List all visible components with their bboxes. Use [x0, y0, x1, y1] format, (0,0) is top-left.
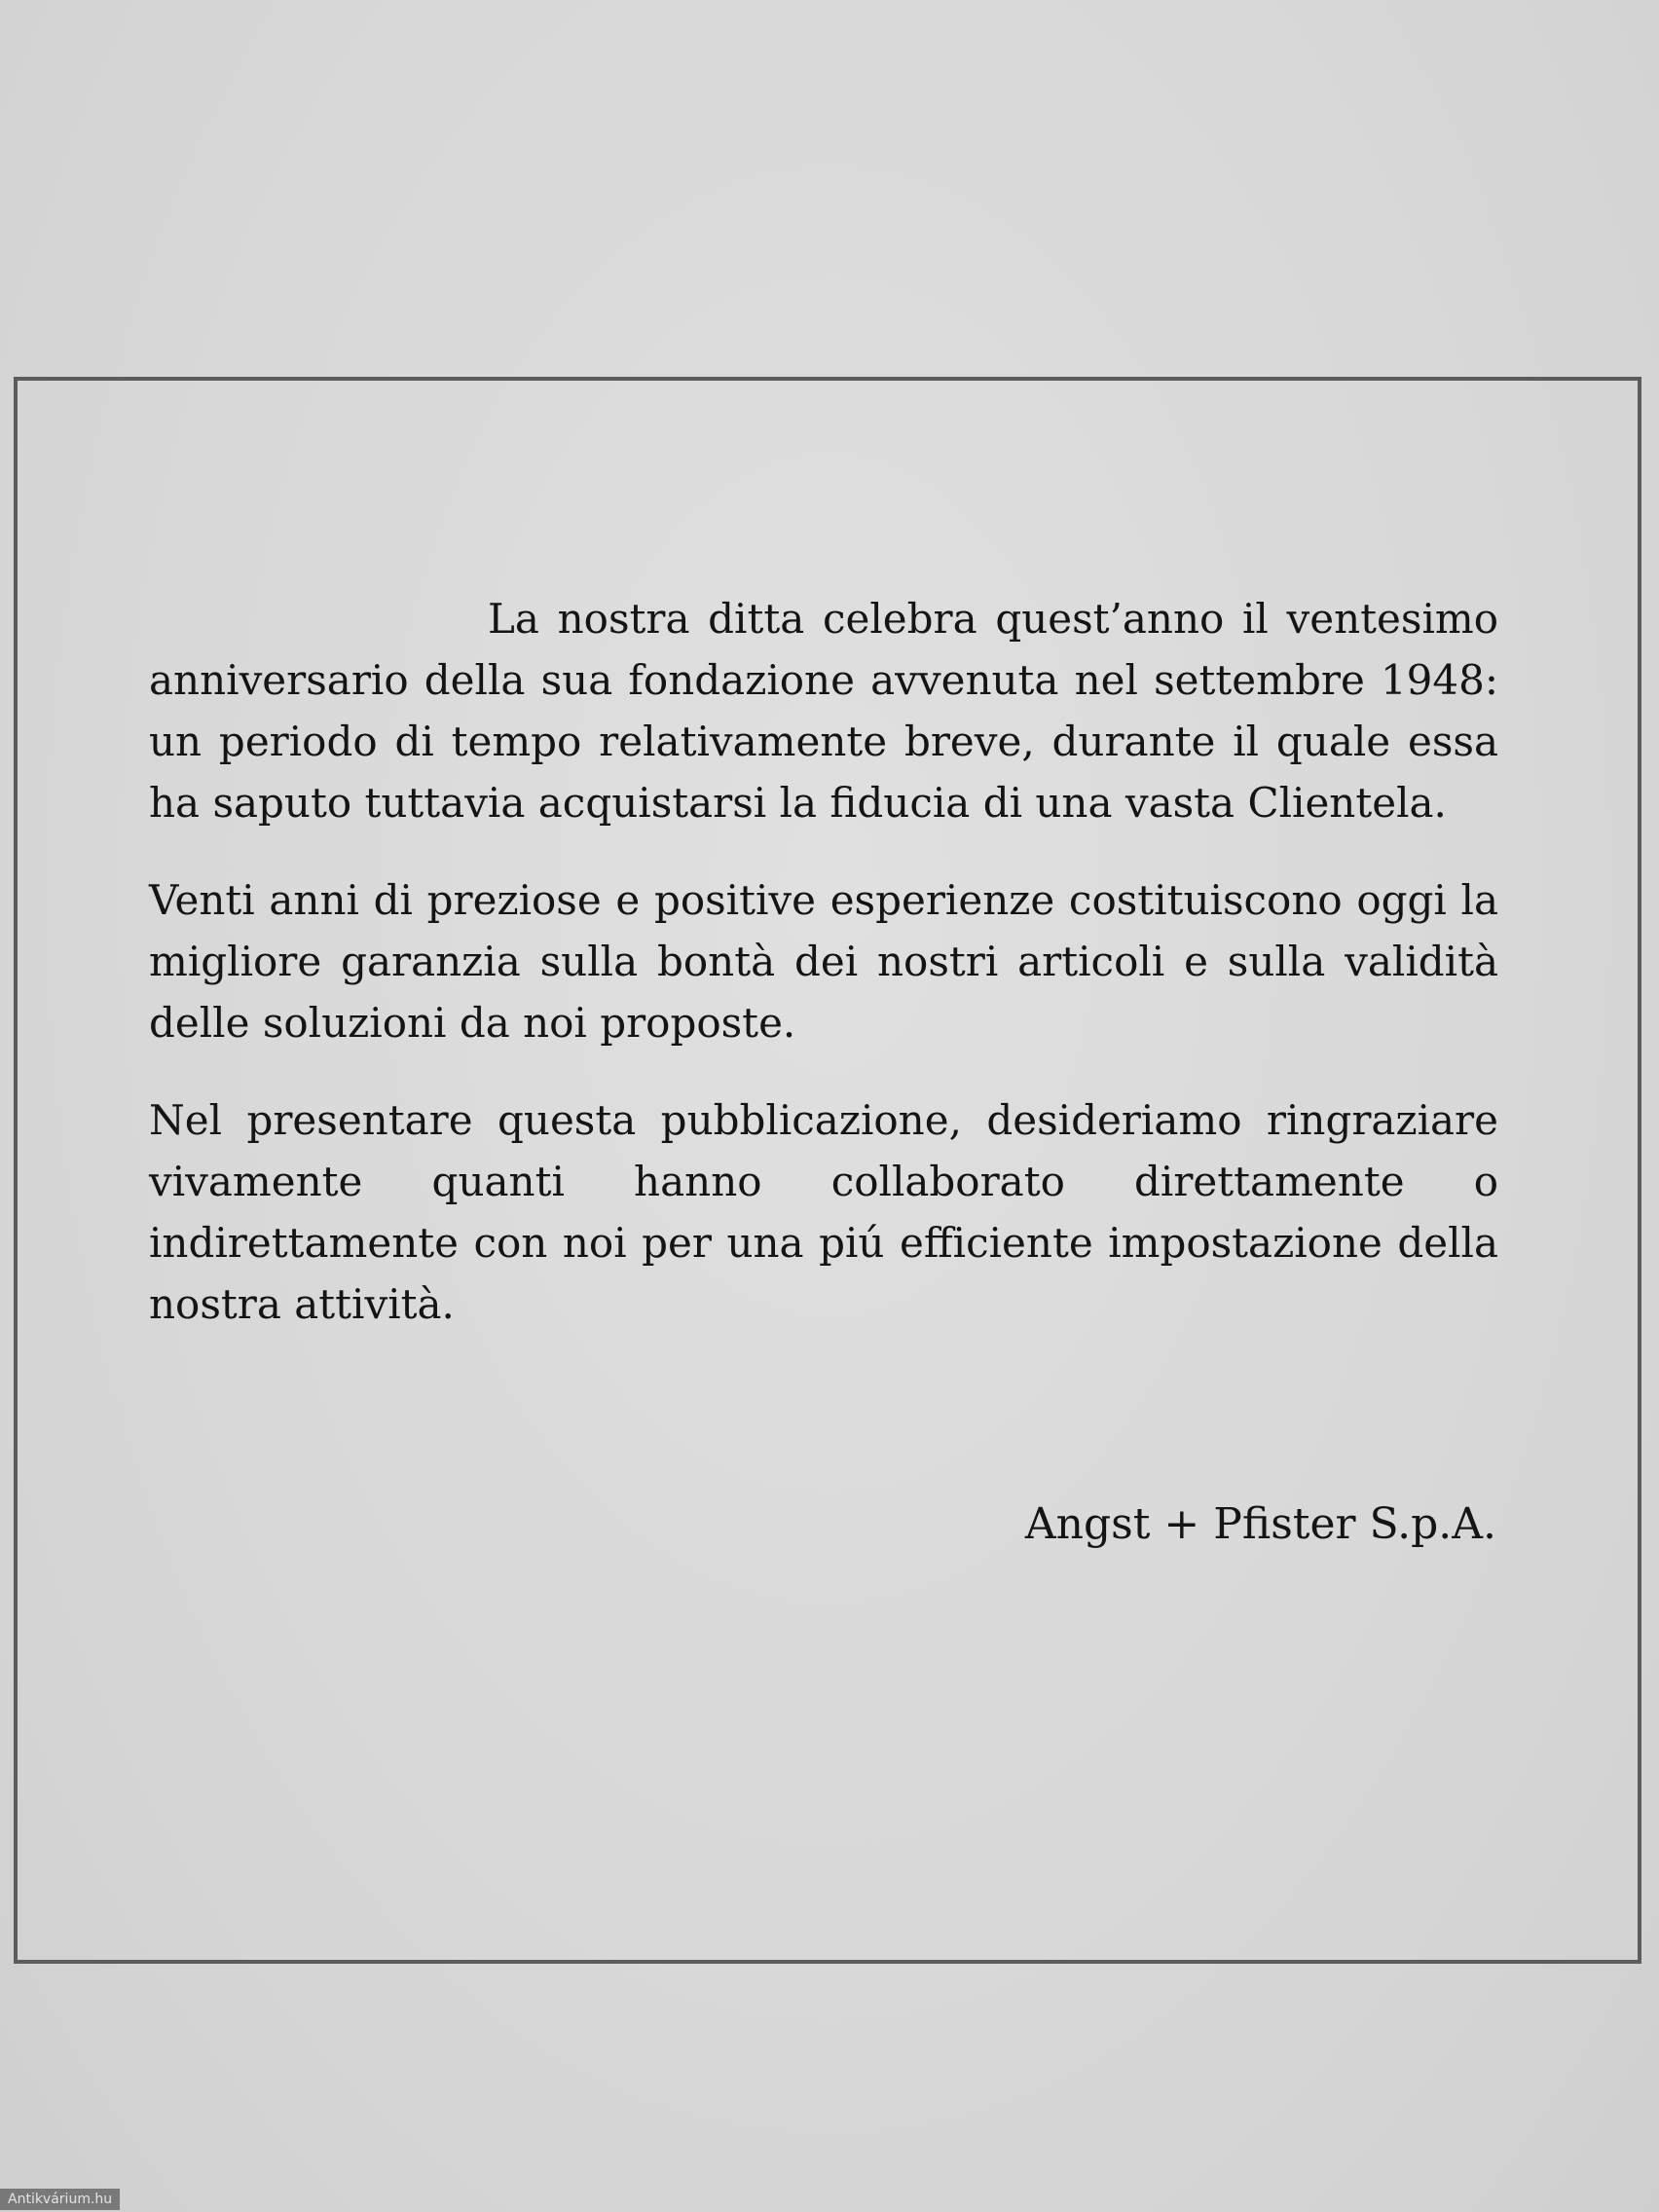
paragraph-anniversary: La nostra ditta celebra quest’anno il ventesimo anniversario della sua fondazione avvenuta nel settembre 1948: un periodo di tempo relativamente breve, durante il quale essa ha saputo tuttavia acquistarsi la fiducia di una vasta Clientela. [149, 595, 1498, 827]
paragraph-experience: Venti anni di preziose e positive esperienze costituiscono oggi la migliore garanzia sulla bontà dei nostri articoli e sulla validità delle soluzioni da noi proposte. [149, 876, 1498, 1047]
company-signature: Angst + Pfister S.p.A. [1024, 1499, 1496, 1549]
letter-body [149, 588, 1498, 1371]
watermark: Antikvárium.hu [0, 2189, 120, 2210]
paragraph-thanks: Nel presentare questa pubblicazione, desideriamo ringraziare vivamente quanti hanno collaborato direttamente o indirettamente con noi per una piú efficiente impostazione della nostra attività. [149, 1096, 1498, 1328]
